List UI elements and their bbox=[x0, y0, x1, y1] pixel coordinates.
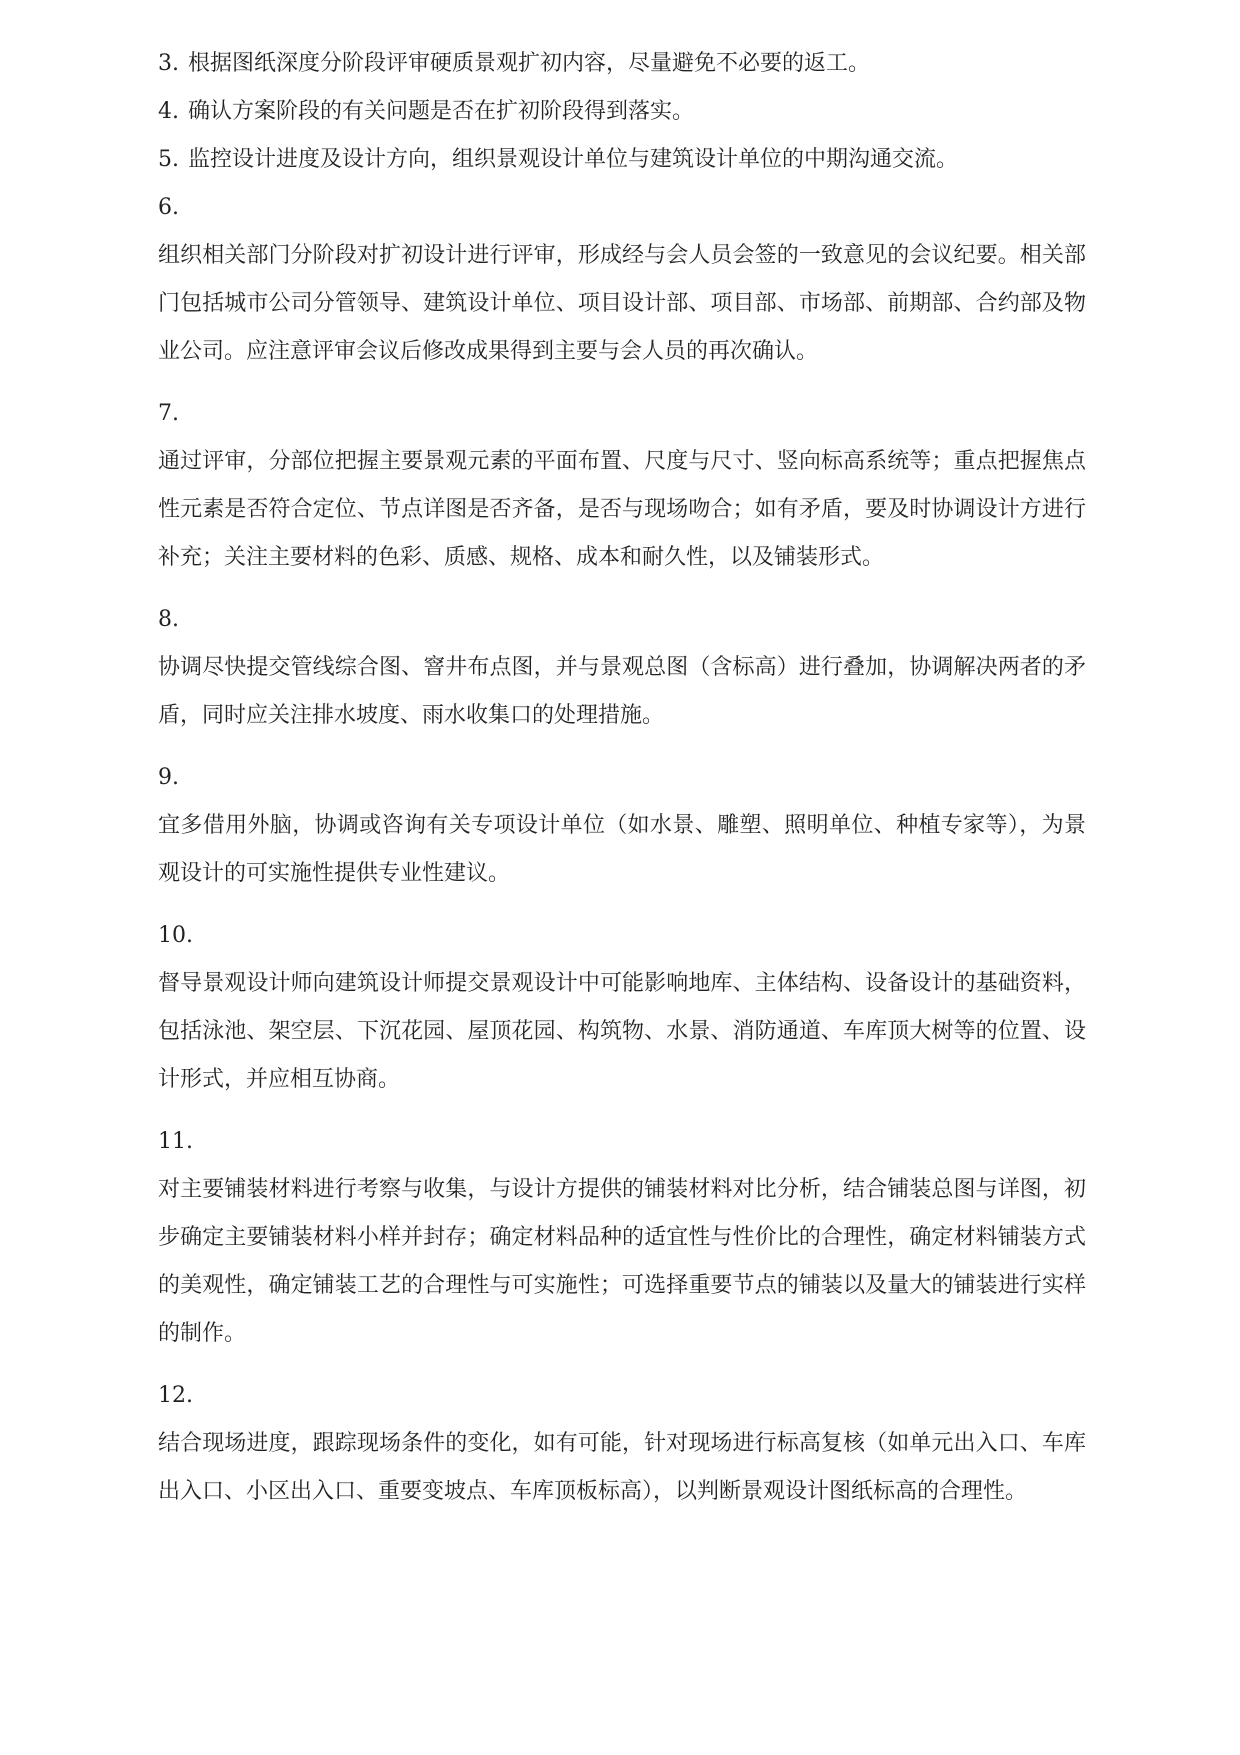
list-item-12 bbox=[158, 1372, 1086, 1516]
item-number: 9. bbox=[158, 765, 179, 790]
item-text: 对主要铺装材料进行考察与收集，与设计方提供的铺装材料对比分析，结合铺装总图与详图，初步确定主要铺装材料小样并封存；确定材料品种的适宜性与性价比的合理性，确定材料铺装方式的美观性，确定铺装工艺的合理性与可实施性；可选择重要节点的铺装以及量大的铺装进行实样的制作。 bbox=[158, 1177, 1086, 1346]
list-item-7 bbox=[158, 390, 1086, 582]
list-item-9 bbox=[158, 754, 1086, 898]
item-number: 3. bbox=[158, 51, 179, 76]
list-item-3 bbox=[158, 40, 1086, 88]
list-item-11 bbox=[158, 1118, 1086, 1358]
item-number: 8. bbox=[158, 607, 179, 632]
document-body bbox=[158, 40, 1086, 1530]
item-text: 协调尽快提交管线综合图、窨井布点图，并与景观总图（含标高）进行叠加，协调解决两者的矛盾，同时应关注排水坡度、雨水收集口的处理措施。 bbox=[158, 655, 1086, 728]
item-text: 结合现场进度，跟踪现场条件的变化，如有可能，针对现场进行标高复核（如单元出入口、车库出入口、小区出入口、重要变坡点、车库顶板标高），以判断景观设计图纸标高的合理性。 bbox=[158, 1431, 1086, 1504]
item-text: 通过评审，分部位把握主要景观元素的平面布置、尺度与尺寸、竖向标高系统等；重点把握焦点性元素是否符合定位、节点详图是否齐备，是否与现场吻合；如有矛盾，要及时协调设计方进行补充；关注主要材料的色彩、质感、规格、成本和耐久性，以及铺装形式。 bbox=[158, 449, 1086, 570]
list-item-10 bbox=[158, 912, 1086, 1104]
list-item-5 bbox=[158, 136, 1086, 184]
item-text: 确认方案阶段的有关问题是否在扩初阶段得到落实。 bbox=[188, 99, 695, 124]
item-text: 监控设计进度及设计方向，组织景观设计单位与建筑设计单位的中期沟通交流。 bbox=[188, 147, 959, 172]
list-item-4 bbox=[158, 88, 1086, 136]
item-text: 根据图纸深度分阶段评审硬质景观扩初内容，尽量避免不必要的返工。 bbox=[188, 51, 871, 76]
item-text: 宜多借用外脑，协调或咨询有关专项设计单位（如水景、雕塑、照明单位、种植专家等），为景观设计的可实施性提供专业性建议。 bbox=[158, 813, 1086, 886]
item-number: 11. bbox=[158, 1129, 193, 1154]
item-text: 组织相关部门分阶段对扩初设计进行评审，形成经与会人员会签的一致意见的会议纪要。相关部门包括城市公司分管领导、建筑设计单位、项目设计部、项目部、市场部、前期部、合约部及物业公司。应注意评审会议后修改成果得到主要与会人员的再次确认。 bbox=[158, 243, 1086, 364]
item-number: 4. bbox=[158, 99, 179, 124]
list-item-8 bbox=[158, 596, 1086, 740]
item-number: 7. bbox=[158, 401, 179, 426]
item-number: 6. bbox=[158, 195, 179, 220]
item-number: 12. bbox=[158, 1383, 193, 1408]
item-number: 5. bbox=[158, 147, 179, 172]
list-item-6 bbox=[158, 184, 1086, 376]
item-text: 督导景观设计师向建筑设计师提交景观设计中可能影响地库、主体结构、设备设计的基础资料，包括泳池、架空层、下沉花园、屋顶花园、构筑物、水景、消防通道、车库顶大树等的位置、设计形式，并应相互协商。 bbox=[158, 971, 1086, 1092]
item-number: 10. bbox=[158, 923, 193, 948]
